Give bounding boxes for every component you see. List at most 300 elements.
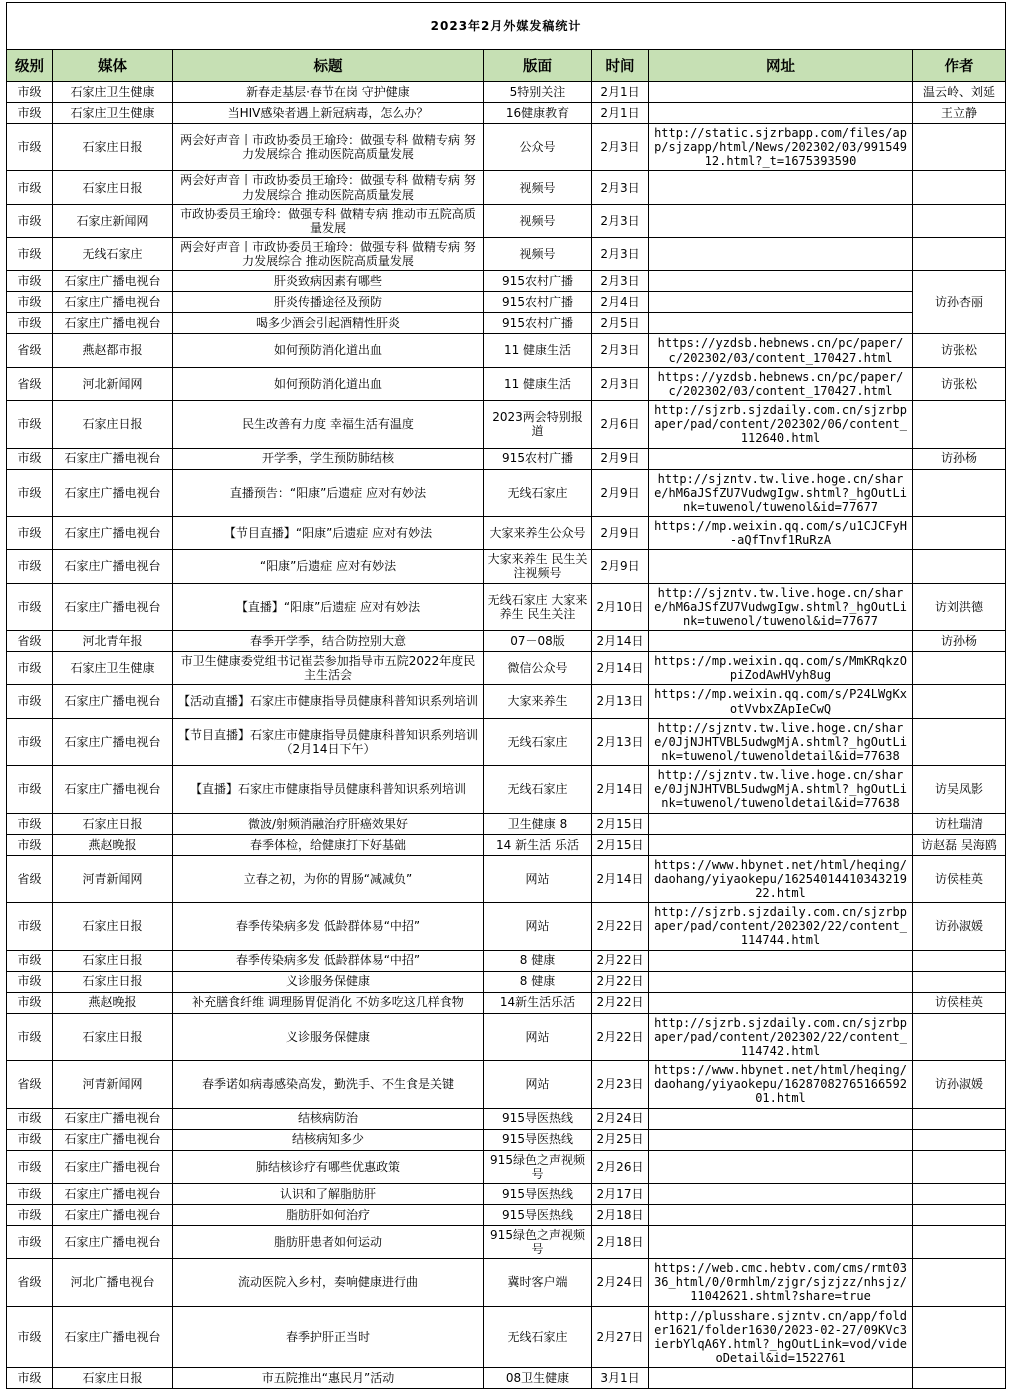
table-row <box>7 334 1006 367</box>
cell-author <box>913 1129 1006 1150</box>
cell-banmian: 网站 <box>484 1061 592 1108</box>
cell-level: 市级 <box>7 516 53 549</box>
cell-date: 2月14日 <box>592 855 649 902</box>
cell-level: 市级 <box>7 652 53 685</box>
cell-title: 春季传染病多发 低龄群体易“中招” <box>173 903 484 950</box>
cell-url: http://sjzntv.tw.live.hoge.cn/share/hM6aJSfZU7VudwgIgw.shtml?_hgOutLink=tuwenol/tuwenol&id=77677 <box>649 583 913 630</box>
cell-level: 市级 <box>7 1150 53 1183</box>
cell-url <box>649 1368 913 1389</box>
cell-banmian: 14新生活乐活 <box>484 992 592 1013</box>
table-row <box>7 1129 1006 1150</box>
cell-banmian: 915农村广播 <box>484 271 592 292</box>
cell-level: 市级 <box>7 292 53 313</box>
cell-title: “阳康”后遗症 应对有妙法 <box>173 550 484 583</box>
cell-level: 省级 <box>7 1061 53 1108</box>
cell-date: 2月15日 <box>592 834 649 855</box>
cell-date: 2月13日 <box>592 718 649 765</box>
cell-media: 石家庄日报 <box>53 401 173 448</box>
cell-url <box>649 550 913 583</box>
cell-banmian: 无线石家庄 <box>484 1306 592 1368</box>
table-row <box>7 469 1006 516</box>
cell-author: 访侯桂英 <box>913 992 1006 1013</box>
cell-media: 燕赵都市报 <box>53 334 173 367</box>
cell-title: 春季体检，给健康打下好基础 <box>173 834 484 855</box>
cell-title: 春季开学季，结合防控别大意 <box>173 631 484 652</box>
cell-media: 石家庄日报 <box>53 171 173 204</box>
cell-media: 石家庄日报 <box>53 950 173 971</box>
cell-level: 市级 <box>7 469 53 516</box>
cell-url <box>649 950 913 971</box>
cell-banmian: 大家来养生 民生关注视频号 <box>484 550 592 583</box>
table-row <box>7 82 1006 103</box>
table-row <box>7 652 1006 685</box>
cell-author <box>913 1150 1006 1183</box>
cell-url <box>649 1129 913 1150</box>
cell-banmian: 冀时客户端 <box>484 1259 592 1306</box>
cell-media: 无线石家庄 <box>53 238 173 271</box>
table-row <box>7 516 1006 549</box>
cell-title: 两会好声音丨市政协委员王瑜玲：做强专科 做精专病 努力发展综合 推动医院高质量发展 <box>173 171 484 204</box>
cell-url <box>649 834 913 855</box>
cell-url: https://mp.weixin.qq.com/s/P24LWgKxotVvbxZApIeCwQ <box>649 685 913 718</box>
table-row <box>7 992 1006 1013</box>
cell-url <box>649 813 913 834</box>
cell-title: 脂肪肝患者如何运动 <box>173 1225 484 1258</box>
cell-media: 石家庄日报 <box>53 813 173 834</box>
cell-level: 市级 <box>7 271 53 292</box>
cell-url: http://sjzntv.tw.live.hoge.cn/share/0JjNJHTVBL5udwgMjA.shtml?_hgOutLink=tuwenol/tuwenoldetail&id=77638 <box>649 718 913 765</box>
cell-banmian: 915农村广播 <box>484 292 592 313</box>
column-header-date: 时间 <box>592 50 649 82</box>
cell-banmian: 无线石家庄 <box>484 766 592 813</box>
cell-url <box>649 631 913 652</box>
cell-media: 石家庄新闻网 <box>53 204 173 237</box>
cell-banmian: 5特别关注 <box>484 82 592 103</box>
cell-banmian: 无线石家庄 <box>484 469 592 516</box>
cell-author <box>913 204 1006 237</box>
cell-media: 河北广播电视台 <box>53 1259 173 1306</box>
cell-date: 2月3日 <box>592 367 649 400</box>
header-row <box>7 50 1006 82</box>
cell-level: 市级 <box>7 718 53 765</box>
cell-media: 石家庄日报 <box>53 1013 173 1060</box>
cell-title: 市政协委员王瑜玲：做强专科 做精专病 推动市五院高质量发展 <box>173 204 484 237</box>
cell-date: 2月10日 <box>592 583 649 630</box>
cell-url: http://sjzrb.sjzdaily.com.cn/sjzrbpaper/pad/content/202302/22/content_114742.html <box>649 1013 913 1060</box>
cell-media: 石家庄日报 <box>53 1368 173 1389</box>
cell-url <box>649 82 913 103</box>
cell-title: 喝多少酒会引起酒精性肝炎 <box>173 313 484 334</box>
cell-title: 市五院推出“惠民月”活动 <box>173 1368 484 1389</box>
cell-media: 河青新闻网 <box>53 855 173 902</box>
cell-title: 【直播】石家庄市健康指导员健康科普知识系列培训 <box>173 766 484 813</box>
cell-level: 市级 <box>7 171 53 204</box>
cell-title: 直播预告：“阳康”后遗症 应对有妙法 <box>173 469 484 516</box>
table-row <box>7 1108 1006 1129</box>
cell-title: 流动医院入乡村，奏响健康进行曲 <box>173 1259 484 1306</box>
cell-level: 市级 <box>7 583 53 630</box>
cell-date: 2月9日 <box>592 550 649 583</box>
cell-url: https://www.hbynet.net/html/heqing/daohang/yiyaokepu/1628708276516659201.html <box>649 1061 913 1108</box>
table-row <box>7 1204 1006 1225</box>
cell-level: 市级 <box>7 1183 53 1204</box>
cell-media: 石家庄卫生健康 <box>53 82 173 103</box>
cell-author <box>913 550 1006 583</box>
cell-url: https://www.hbynet.net/html/heqing/daohang/yiyaokepu/1625401441034321922.html <box>649 855 913 902</box>
cell-media: 河北新闻网 <box>53 367 173 400</box>
page-title: 2023年2月外媒发稿统计 <box>7 3 1006 50</box>
cell-date: 2月18日 <box>592 1225 649 1258</box>
cell-level: 市级 <box>7 124 53 171</box>
cell-media: 石家庄日报 <box>53 124 173 171</box>
cell-url: http://sjzntv.tw.live.hoge.cn/share/hM6aJSfZU7VudwgIgw.shtml?_hgOutLink=tuwenol/tuwenol&id=77677 <box>649 469 913 516</box>
table-row <box>7 971 1006 992</box>
table-row <box>7 124 1006 171</box>
cell-level: 市级 <box>7 238 53 271</box>
table-row <box>7 631 1006 652</box>
cell-author <box>913 1204 1006 1225</box>
table-row <box>7 950 1006 971</box>
cell-date: 2月15日 <box>592 813 649 834</box>
cell-author: 访赵磊 吴海鸥 <box>913 834 1006 855</box>
cell-media: 河青新闻网 <box>53 1061 173 1108</box>
cell-date: 2月14日 <box>592 766 649 813</box>
cell-title: 民生改善有力度 幸福生活有温度 <box>173 401 484 448</box>
cell-level: 市级 <box>7 992 53 1013</box>
cell-author <box>913 1013 1006 1060</box>
cell-media: 石家庄广播电视台 <box>53 313 173 334</box>
cell-level: 市级 <box>7 1013 53 1060</box>
cell-media: 石家庄广播电视台 <box>53 1183 173 1204</box>
table-row <box>7 766 1006 813</box>
cell-title: 【活动直播】石家庄市健康指导员健康科普知识系列培训 <box>173 685 484 718</box>
cell-title: 当HIV感染者遇上新冠病毒，怎么办？ <box>173 103 484 124</box>
column-header-level: 级别 <box>7 50 53 82</box>
cell-author: 访孙淑媛 <box>913 1061 1006 1108</box>
cell-media: 石家庄广播电视台 <box>53 766 173 813</box>
cell-media: 石家庄广播电视台 <box>53 1225 173 1258</box>
cell-level: 市级 <box>7 766 53 813</box>
cell-level: 市级 <box>7 204 53 237</box>
cell-author: 访张松 <box>913 334 1006 367</box>
table-row <box>7 1150 1006 1183</box>
cell-media: 石家庄卫生健康 <box>53 103 173 124</box>
cell-author <box>913 950 1006 971</box>
cell-date: 2月9日 <box>592 516 649 549</box>
cell-date: 2月3日 <box>592 334 649 367</box>
cell-media: 石家庄广播电视台 <box>53 448 173 469</box>
cell-level: 省级 <box>7 1259 53 1306</box>
cell-banmian: 公众号 <box>484 124 592 171</box>
cell-url: http://plusshare.sjzntv.cn/app/folder1621/folder1630/2023-02-27/09KVc3ierbYlqA6Y.html?_hgOutLink=vod/videoDetail&id=1522761 <box>649 1306 913 1368</box>
table-row <box>7 292 1006 313</box>
cell-title: 春季传染病多发 低龄群体易“中招” <box>173 950 484 971</box>
table-body <box>7 82 1006 1389</box>
cell-media: 石家庄卫生健康 <box>53 652 173 685</box>
cell-title: 认识和了解脂肪肝 <box>173 1183 484 1204</box>
table-row <box>7 171 1006 204</box>
cell-author <box>913 1259 1006 1306</box>
cell-level: 市级 <box>7 1108 53 1129</box>
cell-level: 省级 <box>7 334 53 367</box>
cell-title: 两会好声音丨市政协委员王瑜玲：做强专科 做精专病 努力发展综合 推动医院高质量发展 <box>173 238 484 271</box>
cell-author <box>913 516 1006 549</box>
cell-url: http://sjzrb.sjzdaily.com.cn/sjzrbpaper/pad/content/202302/06/content_112640.html <box>649 401 913 448</box>
cell-title: 微波/射频消融治疗肝癌效果好 <box>173 813 484 834</box>
cell-date: 2月1日 <box>592 103 649 124</box>
cell-url <box>649 292 913 313</box>
cell-banmian: 网站 <box>484 903 592 950</box>
cell-banmian: 915农村广播 <box>484 448 592 469</box>
cell-date: 2月22日 <box>592 992 649 1013</box>
cell-title: 结核病防治 <box>173 1108 484 1129</box>
cell-banmian: 微信公众号 <box>484 652 592 685</box>
table-row <box>7 313 1006 334</box>
column-header-media: 媒体 <box>53 50 173 82</box>
cell-url: https://yzdsb.hebnews.cn/pc/paper/c/202302/03/content_170427.html <box>649 367 913 400</box>
cell-banmian: 视频号 <box>484 171 592 204</box>
table-row <box>7 238 1006 271</box>
cell-banmian: 大家来养生公众号 <box>484 516 592 549</box>
cell-date: 2月18日 <box>592 1204 649 1225</box>
cell-author: 访张松 <box>913 367 1006 400</box>
cell-author <box>913 652 1006 685</box>
cell-author: 访孙杨 <box>913 631 1006 652</box>
cell-media: 石家庄日报 <box>53 971 173 992</box>
cell-banmian: 915导医热线 <box>484 1129 592 1150</box>
cell-date: 2月3日 <box>592 204 649 237</box>
cell-level: 省级 <box>7 367 53 400</box>
cell-media: 石家庄广播电视台 <box>53 550 173 583</box>
table-row <box>7 103 1006 124</box>
table-row <box>7 1013 1006 1060</box>
table-row <box>7 401 1006 448</box>
cell-level: 省级 <box>7 631 53 652</box>
cell-author <box>913 718 1006 765</box>
cell-banmian: 8 健康 <box>484 971 592 992</box>
cell-media: 石家庄广播电视台 <box>53 583 173 630</box>
cell-date: 2月27日 <box>592 1306 649 1368</box>
column-header-url: 网址 <box>649 50 913 82</box>
cell-author <box>913 124 1006 171</box>
cell-date: 2月1日 <box>592 82 649 103</box>
cell-author: 温云岭、刘延 <box>913 82 1006 103</box>
cell-level: 市级 <box>7 1204 53 1225</box>
cell-banmian: 915绿色之声视频号 <box>484 1150 592 1183</box>
table-row <box>7 855 1006 902</box>
cell-author <box>913 171 1006 204</box>
cell-date: 2月25日 <box>592 1129 649 1150</box>
cell-author <box>913 1108 1006 1129</box>
cell-banmian: 915绿色之声视频号 <box>484 1225 592 1258</box>
cell-level: 市级 <box>7 813 53 834</box>
cell-url <box>649 448 913 469</box>
cell-level: 市级 <box>7 448 53 469</box>
cell-url <box>649 1183 913 1204</box>
table-row <box>7 550 1006 583</box>
cell-level: 市级 <box>7 834 53 855</box>
cell-date: 2月14日 <box>592 631 649 652</box>
cell-url <box>649 992 913 1013</box>
table-row <box>7 834 1006 855</box>
cell-banmian: 卫生健康 8 <box>484 813 592 834</box>
cell-date: 2月3日 <box>592 271 649 292</box>
cell-media: 石家庄广播电视台 <box>53 516 173 549</box>
cell-banmian: 大家来养生 <box>484 685 592 718</box>
cell-banmian: 16健康教育 <box>484 103 592 124</box>
cell-title: 如何预防消化道出血 <box>173 334 484 367</box>
cell-level: 市级 <box>7 313 53 334</box>
cell-title: 义诊服务保健康 <box>173 1013 484 1060</box>
cell-title: 立春之初，为你的胃肠“减减负” <box>173 855 484 902</box>
cell-date: 2月24日 <box>592 1108 649 1129</box>
table-row <box>7 583 1006 630</box>
cell-author: 访孙杏丽 <box>913 271 1006 334</box>
column-header-banmian: 版面 <box>484 50 592 82</box>
cell-title: 肝炎致病因素有哪些 <box>173 271 484 292</box>
cell-banmian: 11 健康生活 <box>484 334 592 367</box>
cell-banmian: 2023两会特别报道 <box>484 401 592 448</box>
cell-url: http://sjzrb.sjzdaily.com.cn/sjzrbpaper/pad/content/202302/22/content_114744.html <box>649 903 913 950</box>
table-row <box>7 1306 1006 1368</box>
cell-author <box>913 971 1006 992</box>
cell-date: 2月26日 <box>592 1150 649 1183</box>
table-row <box>7 1368 1006 1389</box>
cell-url <box>649 204 913 237</box>
title-row <box>7 3 1006 50</box>
cell-level: 市级 <box>7 950 53 971</box>
cell-title: 春季诺如病毒感染高发，勤洗手、不生食是关键 <box>173 1061 484 1108</box>
cell-date: 2月14日 <box>592 652 649 685</box>
cell-date: 2月22日 <box>592 903 649 950</box>
cell-title: 义诊服务保健康 <box>173 971 484 992</box>
cell-media: 燕赵晚报 <box>53 992 173 1013</box>
cell-title: 肺结核诊疗有哪些优惠政策 <box>173 1150 484 1183</box>
cell-media: 河北青年报 <box>53 631 173 652</box>
column-header-title: 标题 <box>173 50 484 82</box>
cell-author: 访孙杨 <box>913 448 1006 469</box>
table-row <box>7 1061 1006 1108</box>
cell-url <box>649 1204 913 1225</box>
cell-date: 2月22日 <box>592 971 649 992</box>
cell-media: 石家庄广播电视台 <box>53 271 173 292</box>
cell-title: 【节目直播】石家庄市健康指导员健康科普知识系列培训（2月14日下午） <box>173 718 484 765</box>
cell-url <box>649 171 913 204</box>
cell-media: 石家庄广播电视台 <box>53 1306 173 1368</box>
cell-title: 结核病知多少 <box>173 1129 484 1150</box>
cell-level: 市级 <box>7 971 53 992</box>
column-header-author: 作者 <box>913 50 1006 82</box>
cell-banmian: 14 新生活 乐活 <box>484 834 592 855</box>
cell-banmian: 视频号 <box>484 238 592 271</box>
table-row <box>7 1183 1006 1204</box>
cell-title: 补充膳食纤维 调理肠胃促消化 不妨多吃这几样食物 <box>173 992 484 1013</box>
cell-title: 春季护肝正当时 <box>173 1306 484 1368</box>
cell-level: 市级 <box>7 401 53 448</box>
cell-title: 新春走基层·春节在岗 守护健康 <box>173 82 484 103</box>
cell-title: 肝炎传播途径及预防 <box>173 292 484 313</box>
table-row <box>7 903 1006 950</box>
cell-date: 3月1日 <box>592 1368 649 1389</box>
cell-date: 2月3日 <box>592 171 649 204</box>
cell-url: https://mp.weixin.qq.com/s/MmKRqkzOpiZodAwHVyh8ug <box>649 652 913 685</box>
cell-url: https://mp.weixin.qq.com/s/u1CJCFyH-aQfTnvf1RuRzA <box>649 516 913 549</box>
cell-level: 省级 <box>7 855 53 902</box>
cell-banmian: 网站 <box>484 1013 592 1060</box>
cell-url <box>649 238 913 271</box>
cell-banmian: 11 健康生活 <box>484 367 592 400</box>
cell-banmian: 915导医热线 <box>484 1108 592 1129</box>
cell-level: 市级 <box>7 903 53 950</box>
table-row <box>7 271 1006 292</box>
cell-banmian: 08卫生健康 <box>484 1368 592 1389</box>
cell-author: 王立静 <box>913 103 1006 124</box>
cell-media: 石家庄广播电视台 <box>53 1129 173 1150</box>
cell-author: 访刘洪德 <box>913 583 1006 630</box>
cell-date: 2月9日 <box>592 469 649 516</box>
cell-date: 2月23日 <box>592 1061 649 1108</box>
cell-date: 2月13日 <box>592 685 649 718</box>
table-row <box>7 685 1006 718</box>
cell-banmian: 网站 <box>484 855 592 902</box>
cell-date: 2月17日 <box>592 1183 649 1204</box>
cell-level: 市级 <box>7 82 53 103</box>
cell-media: 石家庄广播电视台 <box>53 1108 173 1129</box>
cell-title: 【节目直播】“阳康”后遗症 应对有妙法 <box>173 516 484 549</box>
cell-author <box>913 1225 1006 1258</box>
cell-level: 市级 <box>7 1129 53 1150</box>
cell-url: https://yzdsb.hebnews.cn/pc/paper/c/202302/03/content_170427.html <box>649 334 913 367</box>
cell-banmian: 无线石家庄 大家来养生 民生关注 <box>484 583 592 630</box>
cell-level: 市级 <box>7 103 53 124</box>
cell-title: 脂肪肝如何治疗 <box>173 1204 484 1225</box>
cell-url <box>649 1225 913 1258</box>
cell-date: 2月6日 <box>592 401 649 448</box>
cell-media: 石家庄广播电视台 <box>53 292 173 313</box>
cell-author <box>913 401 1006 448</box>
cell-url <box>649 103 913 124</box>
cell-banmian: 无线石家庄 <box>484 718 592 765</box>
cell-banmian: 915导医热线 <box>484 1183 592 1204</box>
cell-url <box>649 1108 913 1129</box>
cell-title: 市卫生健康委党组书记崔芸参加指导市五院2022年度民主生活会 <box>173 652 484 685</box>
cell-banmian: 视频号 <box>484 204 592 237</box>
table-row <box>7 367 1006 400</box>
cell-banmian: 915农村广播 <box>484 313 592 334</box>
cell-level: 市级 <box>7 1306 53 1368</box>
table-row <box>7 718 1006 765</box>
cell-date: 2月24日 <box>592 1259 649 1306</box>
cell-url <box>649 271 913 292</box>
cell-author <box>913 685 1006 718</box>
cell-media: 石家庄广播电视台 <box>53 1204 173 1225</box>
cell-url: http://static.sjzrbapp.com/files/app/sjzapp/html/News/202302/03/99154912.html?_t=1675393590 <box>649 124 913 171</box>
table-row <box>7 1259 1006 1306</box>
cell-author <box>913 469 1006 516</box>
cell-level: 市级 <box>7 550 53 583</box>
cell-media: 石家庄广播电视台 <box>53 469 173 516</box>
table-row <box>7 448 1006 469</box>
cell-date: 2月3日 <box>592 238 649 271</box>
cell-date: 2月4日 <box>592 292 649 313</box>
cell-date: 2月9日 <box>592 448 649 469</box>
cell-media: 石家庄广播电视台 <box>53 718 173 765</box>
cell-media: 石家庄日报 <box>53 903 173 950</box>
cell-url <box>649 1150 913 1183</box>
cell-url <box>649 971 913 992</box>
cell-author <box>913 1306 1006 1368</box>
cell-author <box>913 1368 1006 1389</box>
